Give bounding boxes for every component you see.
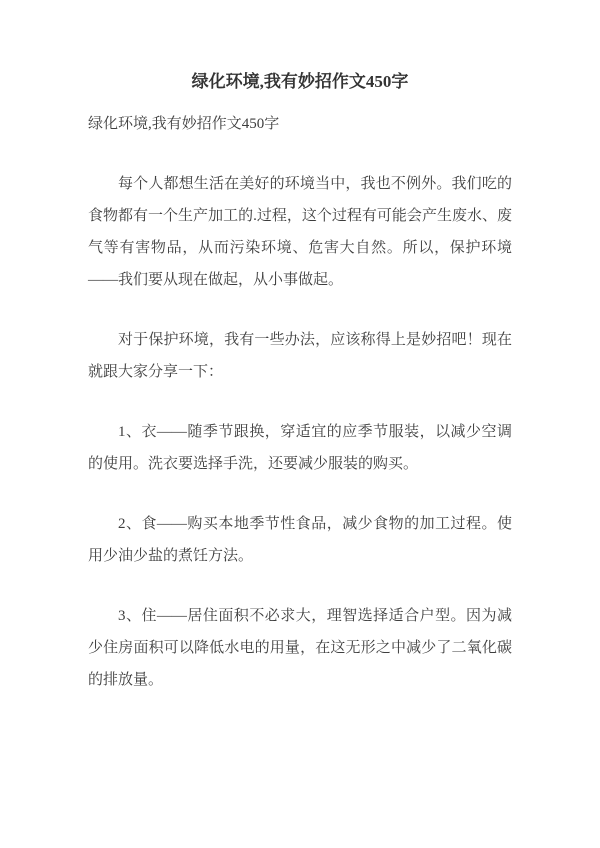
document-subtitle: 绿化环境,我有妙招作文450字 [88, 116, 280, 132]
paragraph-tip-clothing: 1、衣——随季节跟换，穿适宜的应季节服装，以减少空调的使用。洗衣要选择手洗，还要减少服装的购买。 [88, 424, 512, 472]
paragraph-lead-in: 对于保护环境，我有一些办法，应该称得上是妙招吧！现在就跟大家分享一下： [88, 332, 512, 380]
paragraph-intro: 每个人都想生活在美好的环境当中，我也不例外。我们吃的食物都有一个生产加工的.过程，这个过程有可能会产生废水、废气等有害物品，从而污染环境、危害大自然。所以，保护环境——我们要从现在做起，从小事做起。 [88, 176, 512, 288]
paragraph-tip-housing: 3、住——居住面积不必求大，理智选择适合户型。因为减少住房面积可以降低水电的用量，在这无形之中减少了二氧化碳的排放量。 [88, 608, 512, 688]
page-title: 绿化环境,我有妙招作文450字 [191, 72, 409, 91]
paragraph-tip-food: 2、食——购买本地季节性食品，减少食物的加工过程。使用少油少盐的煮饪方法。 [88, 516, 512, 564]
